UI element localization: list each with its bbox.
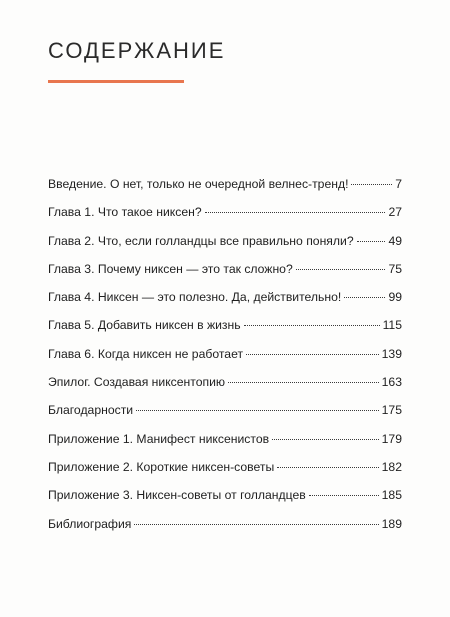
toc-entry-title: Эпилог. Создавая никсентопию (48, 375, 226, 390)
toc-entry-title: Глава 1. Что такое никсен? (48, 205, 202, 220)
toc-entry (48, 204, 402, 232)
toc-entry (48, 233, 402, 261)
dot-leader (357, 241, 386, 242)
toc-entry-title: Глава 6. Когда никсен не работает (48, 346, 244, 361)
dot-leader (351, 184, 392, 185)
toc-entry-page: 139 (381, 346, 402, 361)
dot-leader (228, 382, 379, 383)
toc-entry-title: Введение. О нет, только не очередной велнес-тренд! (48, 177, 349, 191)
toc-entry-page: 179 (381, 431, 402, 446)
toc-entry-title: Глава 4. Никсен — это полезно. Да, действительно! (48, 290, 342, 305)
toc-entry-page: 7 (395, 177, 402, 191)
toc-entry (48, 317, 402, 345)
title-underline (48, 80, 184, 83)
toc-entry-title: Приложение 3. Никсен-советы от голландцев (48, 488, 306, 503)
page-title: СОДЕРЖАНИЕ (48, 38, 226, 63)
toc-entry (48, 346, 402, 374)
dot-leader (272, 439, 379, 440)
toc-entry-page: 75 (388, 261, 402, 276)
toc-entry-title: Приложение 1. Манифест никсенистов (48, 431, 270, 446)
toc-entry-page: 163 (381, 375, 402, 390)
toc-entry (48, 487, 402, 515)
toc-entry-page: 99 (388, 290, 402, 305)
toc-entry-page: 189 (381, 516, 402, 531)
toc-entry-page: 175 (381, 403, 402, 418)
toc-entry-title: Глава 3. Почему никсен — это так сложно? (48, 261, 293, 276)
toc-entry (48, 402, 402, 430)
table-of-contents (48, 176, 402, 544)
toc-entry (48, 374, 402, 402)
dot-leader (205, 212, 386, 213)
toc-entry (48, 459, 402, 487)
toc-entry (48, 176, 402, 204)
dot-leader (344, 297, 385, 298)
toc-entry (48, 289, 402, 317)
toc-entry-title: Глава 2. Что, если голландцы все правильно поняли? (48, 233, 354, 248)
toc-entry-page: 115 (382, 318, 402, 333)
dot-leader (246, 354, 379, 355)
dot-leader (244, 325, 380, 326)
toc-entry-page: 49 (388, 233, 402, 248)
toc-entry-page: 182 (381, 459, 402, 474)
dot-leader (309, 495, 379, 496)
toc-entry-page: 27 (388, 205, 402, 220)
dot-leader (136, 410, 379, 411)
toc-entry (48, 431, 402, 459)
toc-entry-title: Глава 5. Добавить никсен в жизнь (48, 318, 241, 333)
toc-entry-page: 185 (381, 488, 402, 503)
toc-entry (48, 516, 402, 544)
toc-entry-title: Приложение 2. Короткие никсен-советы (48, 459, 275, 474)
dot-leader (277, 467, 378, 468)
dot-leader (134, 524, 378, 525)
toc-entry-title: Библиография (48, 516, 132, 531)
toc-entry (48, 261, 402, 289)
dot-leader (296, 269, 386, 270)
toc-entry-title: Благодарности (48, 403, 134, 418)
